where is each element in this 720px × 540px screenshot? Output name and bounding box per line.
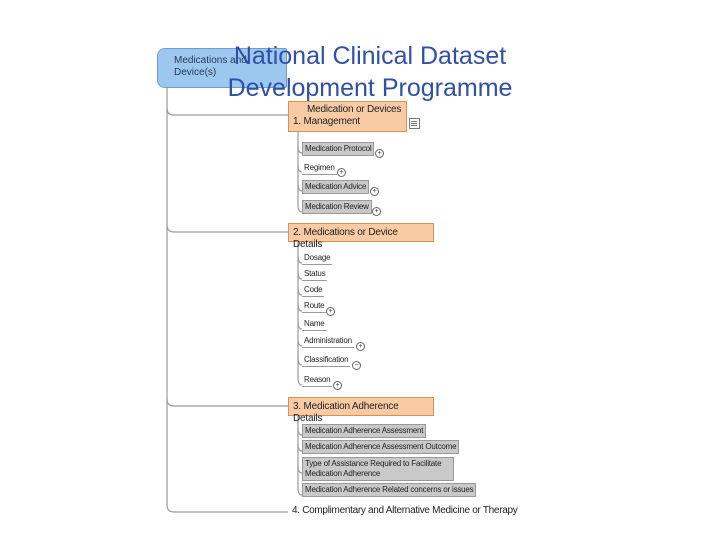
leaf-label: Administration xyxy=(304,336,352,345)
section-1-label-line-2: 1. Management xyxy=(293,116,360,127)
leaf-medication-protocol[interactable] xyxy=(302,142,374,156)
collapse-icon[interactable]: − xyxy=(352,361,361,370)
leaf-label: Classification xyxy=(304,355,349,364)
section-1-label-line-1: Medication or Devices xyxy=(307,104,402,115)
leaf-label-line-1: Type of Assistance Required to Facilitate xyxy=(305,459,442,468)
expand-icon[interactable]: + xyxy=(356,342,365,351)
leaf-label: Name xyxy=(304,319,325,328)
leaf-name[interactable] xyxy=(302,318,327,331)
expand-icon[interactable]: + xyxy=(372,207,381,216)
expand-icon[interactable]: + xyxy=(375,149,384,158)
leaf-label: Code xyxy=(304,285,323,294)
title-line-1: National Clinical Dataset xyxy=(233,42,507,70)
leaf-label: Dosage xyxy=(304,253,331,262)
leaf-medication-adherence-assessment[interactable] xyxy=(302,424,426,438)
leaf-reason[interactable] xyxy=(302,374,332,387)
root-label-line-1: Medications and xyxy=(174,55,247,66)
leaf-dosage[interactable] xyxy=(302,252,332,265)
expand-icon[interactable]: + xyxy=(370,187,379,196)
section-2-label: 2. Medications or Device Details xyxy=(293,227,398,250)
page-title xyxy=(180,40,560,104)
leaf-classification[interactable] xyxy=(302,354,350,367)
leaf-label: Medication Advice xyxy=(305,182,367,191)
leaf-medication-adherence-assessment-outcome[interactable] xyxy=(302,440,459,454)
section-3-node[interactable] xyxy=(288,397,434,424)
note-icon[interactable] xyxy=(409,118,420,129)
root-label-line-2: Device(s) xyxy=(174,67,217,78)
title-line-2: Development Programme xyxy=(227,74,513,102)
leaf-label: Medication Adherence Assessment xyxy=(305,426,424,435)
leaf-label-line-2: Medication Adherence xyxy=(305,469,381,478)
section-4-node[interactable] xyxy=(292,505,517,516)
leaf-status[interactable] xyxy=(302,268,327,281)
leaf-medication-review[interactable] xyxy=(302,200,372,214)
section-3-label: 3. Medication Adherence Details xyxy=(293,401,399,424)
leaf-route[interactable] xyxy=(302,300,326,313)
leaf-label: Route xyxy=(304,301,325,310)
leaf-label: Status xyxy=(304,269,326,278)
leaf-medication-advice[interactable] xyxy=(302,180,369,194)
leaf-label: Medication Adherence Related concerns or issues xyxy=(305,485,474,494)
section-4-label: 4. Complimentary and Alternative Medicine or Therapy xyxy=(292,505,518,516)
leaf-medication-adherence-concerns[interactable] xyxy=(302,483,476,497)
section-1-node[interactable] xyxy=(288,101,407,132)
leaf-label: Regimen xyxy=(304,163,335,172)
leaf-type-of-assistance[interactable] xyxy=(302,457,454,481)
expand-icon[interactable]: + xyxy=(326,307,335,316)
leaf-code[interactable] xyxy=(302,284,324,297)
leaf-administration[interactable] xyxy=(302,335,354,348)
expand-icon[interactable]: + xyxy=(337,168,346,177)
leaf-regimen[interactable] xyxy=(302,162,337,175)
section-2-node[interactable] xyxy=(288,223,434,250)
leaf-label: Medication Review xyxy=(305,202,369,211)
expand-icon[interactable]: + xyxy=(333,381,342,390)
leaf-label: Reason xyxy=(304,375,331,384)
leaf-label: Medication Protocol xyxy=(305,144,372,153)
leaf-label: Medication Adherence Assessment Outcome xyxy=(305,442,457,451)
